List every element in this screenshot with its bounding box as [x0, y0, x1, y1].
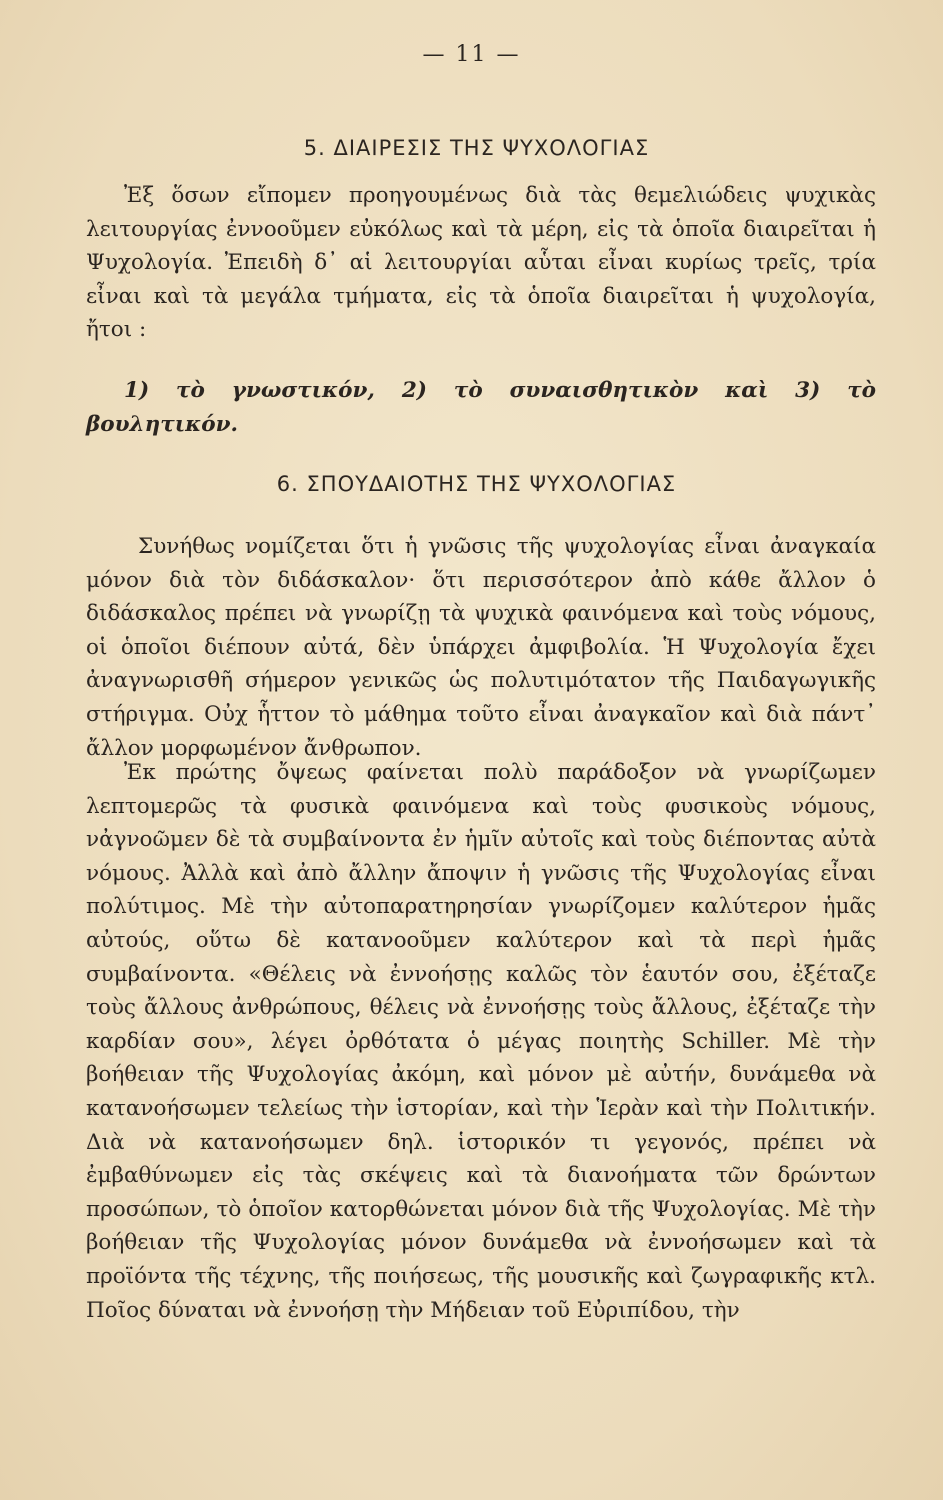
section-6-heading: 6. ΣΠΟΥΔΑΙΟΤΗΣ ΤΗΣ ΨΥΧΟΛΟΓΙΑΣ: [276, 472, 677, 496]
section-6-paragraph-2: Ἐκ πρώτης ὄψεως φαίνεται πολὺ παράδοξον νὰ γνωρίζωμεν λεπτομερῶς τὰ φυσικὰ φαινόμενα καὶ τοὺς φυσικοὺς νόμους, νἀγνοῶμεν δὲ τὰ συμβαίνοντα ἐν ἡμῖν αὐτοῖς καὶ τοὺς διέποντας αὐτὰ νόμους. Ἀλλὰ καὶ ἀπὸ ἄλλην ἄποψιν ἡ γνῶσις τῆς Ψυχολογίας εἶναι πολύτιμος. Μὲ τὴν αὐτοπαρατηρησίαν γνωρίζομεν καλύτερον ἡμᾶς αὐτούς, οὕτω δὲ κατανοοῦμεν καλύτερον καὶ τὰ περὶ ἡμᾶς συμβαίνοντα. «Θέλεις νὰ ἐννοήσῃς καλῶς τὸν ἑαυτόν σου, ἐξέταζε τοὺς ἄλλους ἀνθρώπους, θέλεις νὰ ἐννοήσῃς τοὺς ἄλλους, ἐξέταζε τὴν καρδίαν σου», λέγει ὀρθότατα ὁ μέγας ποιητὴς Schiller. Μὲ τὴν βοήθειαν τῆς Ψυχολογίας ἀκόμη, καὶ μόνον μὲ αὐτήν, δυνάμεθα νὰ κατανοήσωμεν τελείως τὴν ἱστορίαν, καὶ τὴν Ἱερὰν καὶ τὴν Πολιτικήν. Διὰ νὰ κατανοήσωμεν δηλ. ἱστορικόν τι γεγονός, πρέπει νὰ ἐμβαθύνωμεν εἰς τὰς σκέψεις καὶ τὰ διανοήματα τῶν δρώντων προσώπων, τὸ ὁποῖον κατορθώνεται μόνον διὰ τῆς Ψυχολογίας. Μὲ τὴν βοήθειαν τῆς Ψυχολογίας μόνον δυνάμεθα νὰ ἐννοήσωμεν καὶ τὰ προϊόντα τῆς τέχνης, τῆς ποιήσεως, τῆς μουσικῆς καὶ ζωγραφικῆς κτλ. Ποῖος δύναται νὰ ἐννοήσῃ τὴν Μήδειαν τοῦ Εὐριπίδου, τὴν: [86, 760, 876, 1323]
page-number: — 11 —: [422, 42, 521, 67]
section-5-division-list: 1) τὸ γνωστικόν, 2) τὸ συναισθητικὸν καὶ 3) τὸ βουλητικόν.: [86, 378, 876, 437]
section-5-paragraph: Ἐξ ὅσων εἴπομεν προηγουμένως διὰ τὰς θεμελιώδεις ψυχικὰς λειτουργίας ἐννοοῦμεν εὐκόλως καὶ τὰ μέρη, εἰς τὰ ὁποῖα διαιρεῖται ἡ Ψυχολογία. Ἐπειδὴ δ᾿ αἱ λειτουργίαι αὗται εἶναι κυρίως τρεῖς, τρία εἶναι καὶ τὰ μεγάλα τμήματα, εἰς τὰ ὁποῖα διαιρεῖται ἡ ψυχολογία, ἤτοι :: [86, 183, 876, 343]
section-6-paragraph-1: Συνήθως νομίζεται ὅτι ἡ γνῶσις τῆς ψυχολογίας εἶναι ἀναγκαία μόνον διὰ τὸν διδάσκαλον· ὅτι περισσότερον ἀπὸ κάθε ἄλλον ὁ διδάσκαλος πρέπει νὰ γνωρίζῃ τὰ ψυχικὰ φαινόμενα καὶ τοὺς νόμους, οἱ ὁποῖοι διέπουν αὐτά, δὲν ὑπάρχει ἀμφιβολία. Ἡ Ψυχολογία ἔχει ἀναγνωρισθῆ σήμερον γενικῶς ὡς πολυτιμότατον τῆς Παιδαγωγικῆς στήριγμα. Οὐχ ἧττον τὸ μάθημα τοῦτο εἶναι ἀναγκαῖον καὶ διὰ πάντ᾿ ἄλλον μορφωμένον ἄνθρωπον.: [86, 534, 876, 761]
section-5-heading: 5. ΔΙΑΙΡΕΣΙΣ ΤΗΣ ΨΥΧΟΛΟΓΙΑΣ: [303, 136, 650, 160]
